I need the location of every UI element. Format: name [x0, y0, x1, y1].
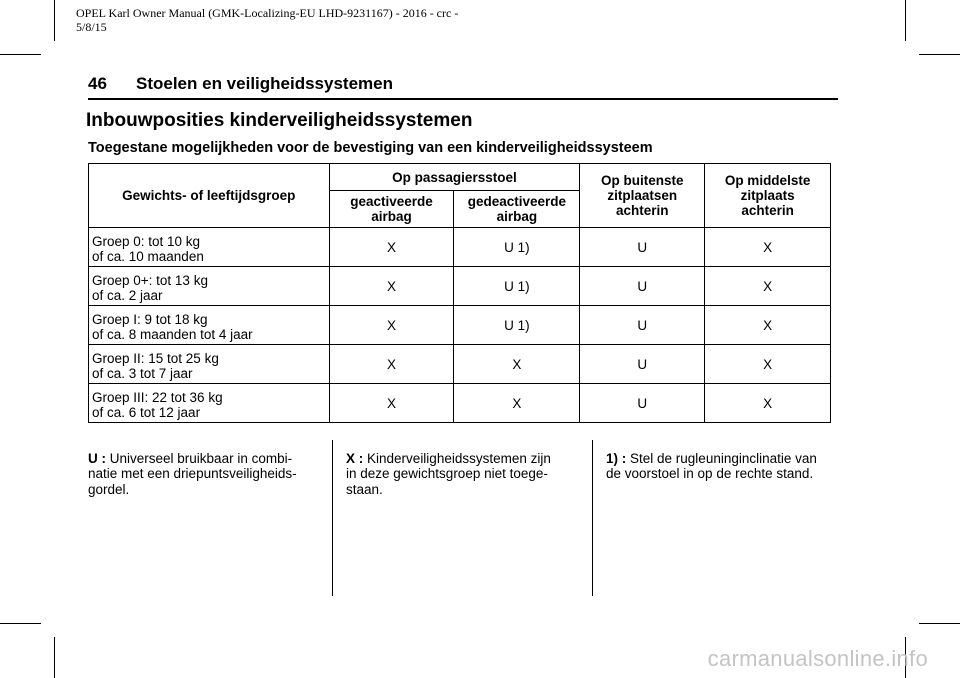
section-title: Inbouwposities kinderveiligheidssystemen: [86, 110, 473, 131]
crop-mark: [919, 54, 960, 55]
header-airbag-off: gedeactiveerde airbag: [454, 191, 580, 228]
table-row: [89, 228, 831, 267]
header-group: Gewichts- of leeftijdsgroep: [89, 164, 330, 228]
value-cell-middle: X: [705, 228, 831, 267]
value-cell-middle: X: [705, 306, 831, 345]
group-cell: Groep 0: tot 10 kg of ca. 10 maanden: [89, 228, 330, 267]
meta-line: OPEL Karl Owner Manual (GMK-Localizing-EU LHD-9231167) - 2016 - crc -: [76, 6, 459, 20]
column-divider: [332, 440, 333, 596]
value-cell-off: X: [454, 345, 580, 384]
header-middle-rear: Op middelste zitplaats achterin: [705, 164, 831, 228]
crop-mark: [54, 637, 55, 678]
note-x: X : Kinderveiligheidssystemen zijn in deze gewichtsgroep niet toege- staan.: [346, 451, 551, 497]
value-cell-outer: U: [580, 228, 705, 267]
child-seat-table: [88, 163, 831, 423]
value-cell-off: U 1): [454, 267, 580, 306]
value-cell-middle: X: [705, 345, 831, 384]
crop-mark: [0, 54, 41, 55]
value-cell-off: U 1): [454, 306, 580, 345]
group-cell: Groep 0+: tot 13 kg of ca. 2 jaar: [89, 267, 330, 306]
value-cell-on: X: [329, 267, 454, 306]
note-1: 1) : Stel de rugleuninginclinatie van de voorstoel in op de rechte stand.: [606, 451, 817, 482]
value-cell-middle: X: [705, 267, 831, 306]
crop-mark: [54, 0, 55, 41]
header-passenger: Op passagiersstoel: [329, 164, 580, 191]
value-cell-on: X: [329, 306, 454, 345]
note-u: U : Universeel bruikbaar in combi- natie met een driepuntsveiligheids- gordel.: [88, 451, 297, 497]
value-cell-outer: U: [580, 384, 705, 423]
group-cell: Groep III: 22 tot 36 kg of ca. 6 tot 12 jaar: [89, 384, 330, 423]
value-cell-off: X: [454, 384, 580, 423]
value-cell-on: X: [329, 384, 454, 423]
table-row: [89, 345, 831, 384]
header-outer-rear: Op buitenste zitplaatsen achterin: [580, 164, 705, 228]
crop-mark: [905, 0, 906, 41]
table-row: [89, 384, 831, 423]
meta-line: 5/8/15: [76, 20, 107, 34]
page-header: [88, 74, 393, 94]
group-cell: Groep I: 9 tot 18 kg of ca. 8 maanden tot 4 jaar: [89, 306, 330, 345]
watermark: carmanualsonline.info: [707, 646, 928, 671]
header-rule: [88, 98, 838, 100]
value-cell-on: X: [329, 345, 454, 384]
page-number: 46: [88, 74, 107, 93]
crop-mark: [0, 623, 41, 624]
value-cell-on: X: [329, 228, 454, 267]
value-cell-middle: X: [705, 384, 831, 423]
table-title: Toegestane mogelijkheden voor de bevestiging van een kinderveiligheidssysteem: [88, 140, 653, 156]
value-cell-outer: U: [580, 306, 705, 345]
chapter-title: Stoelen en veiligheidssystemen: [136, 74, 393, 93]
group-cell: Groep II: 15 tot 25 kg of ca. 3 tot 7 jaar: [89, 345, 330, 384]
value-cell-outer: U: [580, 345, 705, 384]
document-meta: [76, 6, 458, 34]
value-cell-outer: U: [580, 267, 705, 306]
value-cell-off: U 1): [454, 228, 580, 267]
table-row: [89, 267, 831, 306]
header-airbag-on: geactiveerde airbag: [329, 191, 454, 228]
column-divider: [592, 440, 593, 596]
table-row: [89, 306, 831, 345]
crop-mark: [919, 623, 960, 624]
